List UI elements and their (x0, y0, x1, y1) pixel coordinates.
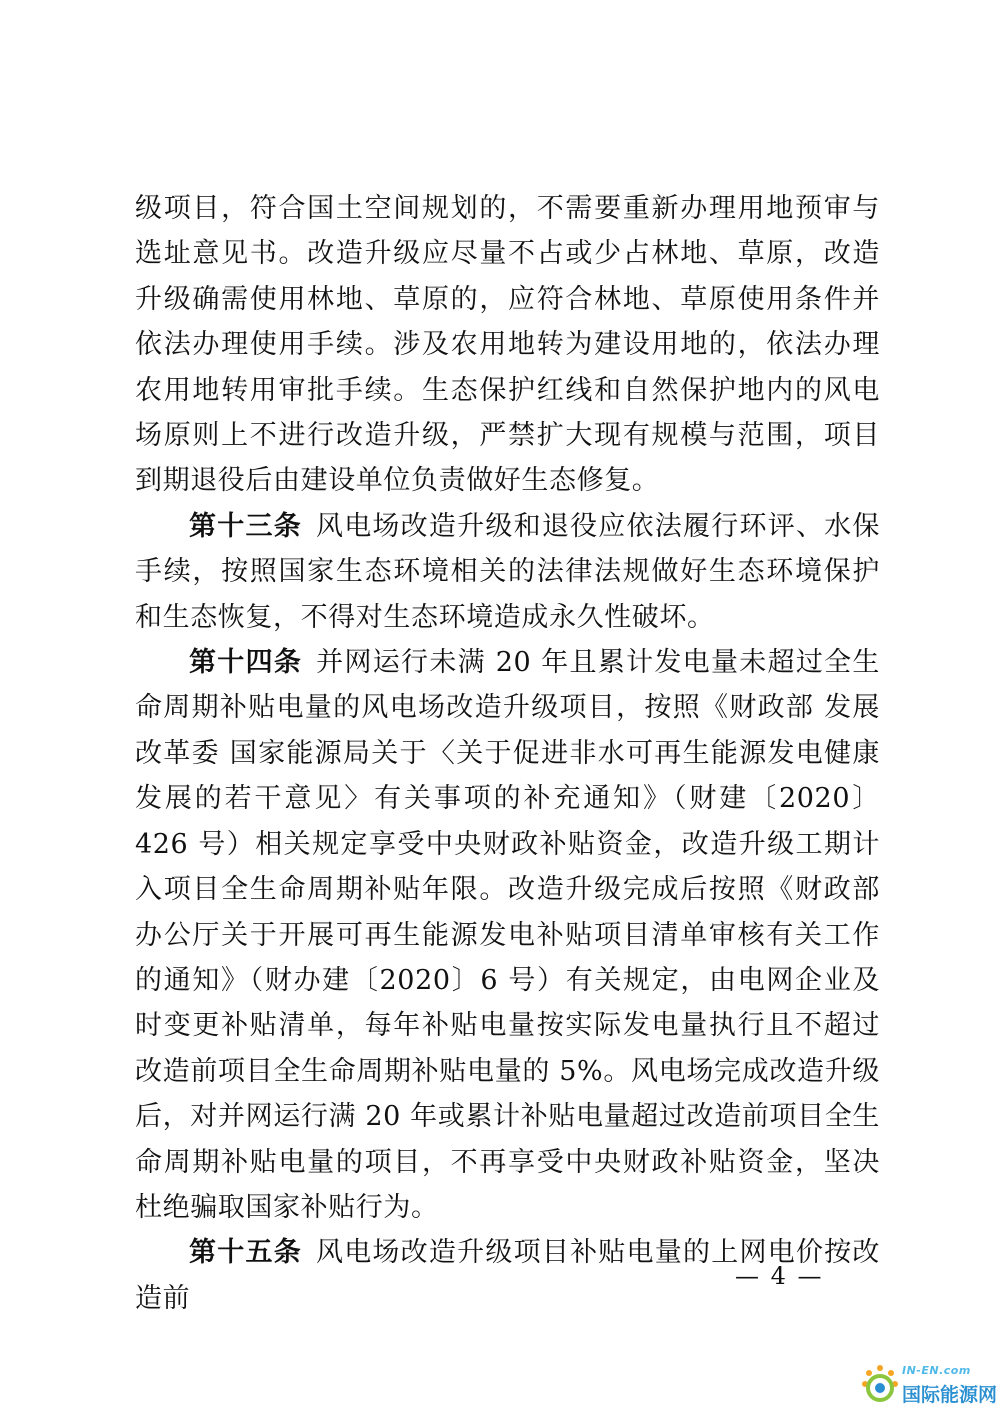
article-number: 第十五条 (189, 1237, 302, 1269)
paragraph-continuation (135, 186, 880, 504)
paragraph-text: 风电场改造升级项目补贴电量的上网电价按改造前 (135, 1237, 881, 1314)
paragraph-text: 并网运行未满 20 年且累计发电量未超过全生命周期补贴电量的风电场改造升级项目，按照《财政部 发展改革委 国家能源局关于〈关于促进非水可再生能源发电健康发展的若干意见〉有关事项的补充通知》（财建〔2020〕426 号）相关规定享受中央财政补贴资金，改造升级工期计入项目全生命周期补贴年限。改造升级完成后按照《财政部办公厅关于开展可再生能源发电补贴项目清单审核有关工作的通知》（财办建〔2020〕6 号）有关规定，由电网企业及时变更补贴清单，每年补贴电量按实际发电量执行且不超过改造前项目全生命周期补贴电量的 5%。风电场完成改造升级后，对并网运行满 20 年或累计补贴电量超过改造前项目全生命周期补贴电量的项目，不再享受中央财政补贴资金，坚决杜绝骗取国家补贴行为。 (135, 647, 880, 1223)
sun-flower-logo-icon (858, 1362, 902, 1410)
article-number: 第十三条 (189, 510, 302, 542)
watermark-brand-en: IN-EN.com (902, 1364, 971, 1377)
paragraph-article-14 (135, 640, 880, 1230)
article-number: 第十四条 (189, 647, 303, 679)
paragraph-text: 级项目，符合国土空间规划的，不需要重新办理用地预审与选址意见书。改造升级应尽量不占或少占林地、草原，改造升级确需使用林地、草原的，应符合林地、草原使用条件并依法办理使用手续。涉及农用地转为建设用地的，依法办理农用地转用审批手续。生态保护红线和自然保护地内的风电场原则上不进行改造升级，严禁扩大现有规模与范围，项目到期退役后由建设单位负责做好生态修复。 (135, 193, 880, 497)
watermark (858, 1362, 998, 1410)
paragraph-article-13 (135, 504, 880, 640)
page-body (135, 186, 880, 1321)
paragraph-text: 风电场改造升级和退役应依法履行环评、水保手续，按照国家生态环境相关的法律法规做好生态环境保护和生态恢复，不得对生态环境造成永久性破坏。 (135, 510, 881, 633)
watermark-brand-cn: 国际能源网 (902, 1384, 998, 1406)
page-number: — 4 — (735, 1262, 824, 1290)
